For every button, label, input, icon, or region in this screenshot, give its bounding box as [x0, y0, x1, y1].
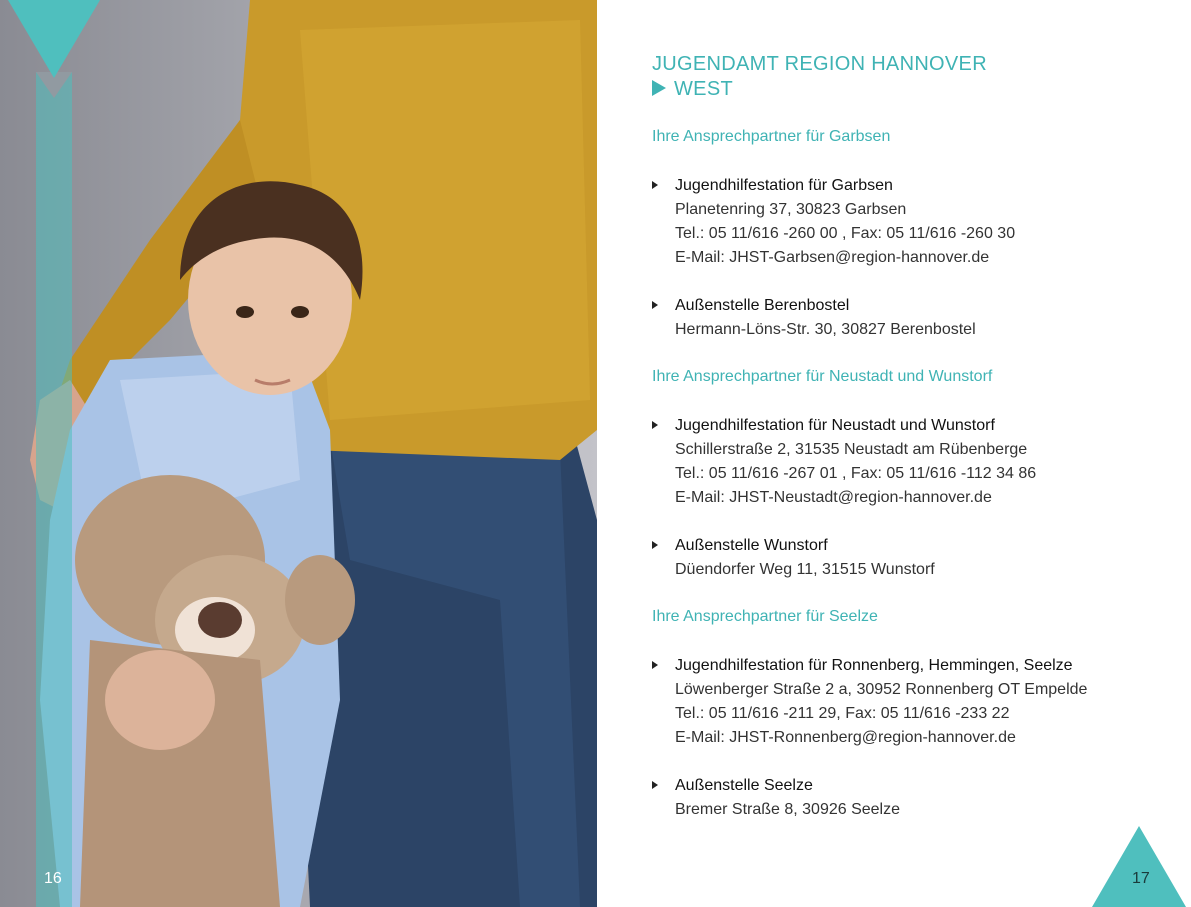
entry-aussenstelle-berenbostel [652, 294, 1172, 342]
entry-aussenstelle-seelze [652, 774, 1172, 822]
entry-address: Hermann-Löns-Str. 30, 30827 Berenbostel [675, 321, 976, 338]
entry-jhst-neustadt [652, 414, 1172, 510]
bullet-triangle-icon [652, 301, 658, 309]
entry-name: Jugendhilfestation für Ronnenberg, Hemmingen, Seelze [675, 657, 1073, 674]
entry-name: Außenstelle Seelze [675, 777, 813, 794]
entry-phone: Tel.: 05 11/616 -260 00 , Fax: 05 11/616 -260 30 [675, 225, 1016, 242]
title-region: WEST [674, 78, 733, 100]
bullet-triangle-icon [652, 661, 658, 669]
entry-address: Schillerstraße 2, 31535 Neustadt am Rübenberge [675, 441, 1028, 458]
entry-name: Außenstelle Berenbostel [675, 297, 850, 314]
entry-phone: Tel.: 05 11/616 -211 29, Fax: 05 11/616 -233 22 [675, 705, 1010, 722]
entry-name: Jugendhilfestation für Neustadt und Wunstorf [675, 417, 995, 434]
title-line-1: JUGENDAMT REGION HANNOVER [652, 53, 987, 75]
title-line-2 [652, 77, 987, 102]
bullet-triangle-icon [652, 181, 658, 189]
entry-name: Außenstelle Wunstorf [675, 537, 828, 554]
entry-name: Jugendhilfestation für Garbsen [675, 177, 893, 194]
entry-address: Bremer Straße 8, 30926 Seelze [675, 801, 901, 818]
play-triangle-icon [652, 80, 666, 96]
entry-jhst-ronnenberg [652, 654, 1172, 750]
teal-corner-triangle-top [8, 0, 100, 78]
bullet-triangle-icon [652, 541, 658, 549]
page-number-left: 16 [44, 870, 62, 887]
page-number-right: 17 [1132, 870, 1150, 887]
section-heading-seelze: Ihre Ansprechpartner für Seelze [652, 608, 878, 625]
entry-address: Düendorfer Weg 11, 31515 Wunstorf [675, 561, 935, 578]
section-heading-garbsen: Ihre Ansprechpartner für Garbsen [652, 128, 891, 145]
page-title [652, 52, 987, 102]
entry-email: E-Mail: JHST-Garbsen@region-hannover.de [675, 249, 990, 266]
entry-address: Löwenberger Straße 2 a, 30952 Ronnenberg OT Empelde [675, 681, 1088, 698]
entry-address: Planetenring 37, 30823 Garbsen [675, 201, 907, 218]
bullet-triangle-icon [652, 421, 658, 429]
right-page [597, 0, 1191, 907]
teal-corner-triangle-bottom [1092, 826, 1186, 907]
entry-email: E-Mail: JHST-Neustadt@region-hannover.de [675, 489, 992, 506]
teal-vertical-bar [36, 72, 72, 907]
entry-phone: Tel.: 05 11/616 -267 01 , Fax: 05 11/616 -112 34 86 [675, 465, 1037, 482]
entry-aussenstelle-wunstorf [652, 534, 1172, 582]
section-heading-neustadt-wunstorf: Ihre Ansprechpartner für Neustadt und Wunstorf [652, 368, 993, 385]
bullet-triangle-icon [652, 781, 658, 789]
entry-jhst-garbsen [652, 174, 1172, 270]
entry-email: E-Mail: JHST-Ronnenberg@region-hannover.de [675, 729, 1016, 746]
